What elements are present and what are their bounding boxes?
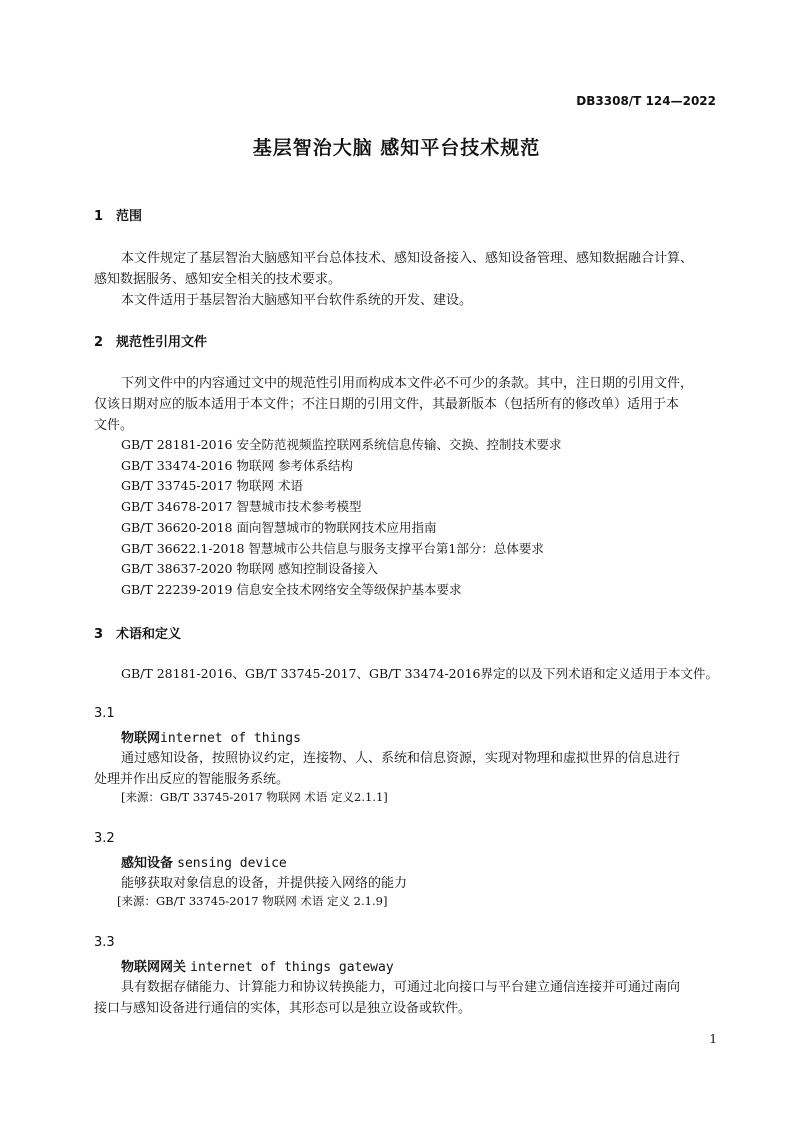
references-intro-line: 文件。: [94, 418, 134, 433]
section-number: 1: [94, 209, 104, 224]
document-number: DB3308/T 124—2022: [576, 94, 716, 108]
document-title: 基层智治大脑 感知平台技术规范: [252, 137, 541, 159]
reference-item: GB/T 36622.1-2018 智慧城市公共信息与服务支撑平台第1部分：总体要求: [121, 541, 544, 556]
term-heading: [121, 852, 287, 871]
term-english: internet of things: [160, 731, 301, 746]
term-chinese: 物联网: [121, 731, 161, 746]
scope-paragraph-line: 本文件规定了基层智治大脑感知平台总体技术、感知设备接入、感知设备管理、感知数据融合计算、: [121, 251, 694, 266]
term-english: internet of things gateway: [190, 960, 394, 975]
term-chinese: 物联网网关: [121, 960, 187, 975]
section-title: 规范性引用文件: [116, 335, 208, 350]
references-intro-line: 下列文件中的内容通过文中的规范性引用而构成本文件必不可少的条款。其中，注日期的引用文件，: [121, 376, 694, 391]
terms-intro: GB/T 28181-2016、GB/T 33745-2017、GB/T 33474-2016界定的以及下列术语和定义适用于本文件。: [121, 666, 718, 681]
term-english: sensing device: [177, 856, 287, 871]
term-definition-line: 具有数据存储能力、计算能力和协议转换能力，可通过北向接口与平台建立通信连接并可通过南向: [121, 980, 681, 995]
term-heading: [121, 727, 301, 746]
references-intro-line: 仅该日期对应的版本适用于本文件；不注日期的引用文件，其最新版本（包括所有的修改单）适用于本: [94, 397, 680, 412]
section-1-heading: [94, 205, 142, 224]
reference-item: GB/T 33474-2016 物联网 参考体系结构: [121, 458, 353, 473]
term-source: [来源：GB/T 33745-2017 物联网 术语 定义2.1.1]: [121, 790, 388, 804]
scope-paragraph: 本文件适用于基层智治大脑感知平台软件系统的开发、建设。: [121, 293, 473, 308]
section-number: 2: [94, 335, 104, 350]
reference-item: GB/T 36620-2018 面向智慧城市的物联网技术应用指南: [121, 520, 437, 535]
section-title: 术语和定义: [116, 627, 182, 642]
term-source: [来源：GB/T 33745-2017 物联网 术语 定义 2.1.9]: [117, 894, 388, 908]
term-definition-line: 处理并作出反应的智能服务系统。: [94, 772, 290, 787]
term-chinese: 感知设备: [121, 856, 174, 871]
reference-item: GB/T 28181-2016 安全防范视频监控联网系统信息传输、交换、控制技术要求: [121, 437, 562, 452]
reference-item: GB/T 38637-2020 物联网 感知控制设备接入: [121, 561, 378, 576]
term-number: 3.1: [94, 706, 115, 721]
term-definition-line: 通过感知设备，按照协议约定，连接物、人、系统和信息资源，实现对物理和虚拟世界的信息进行: [121, 751, 681, 766]
scope-paragraph-line: 感知数据服务、感知安全相关的技术要求。: [94, 272, 342, 287]
reference-item: GB/T 33745-2017 物联网 术语: [121, 478, 303, 493]
term-definition-line: 能够获取对象信息的设备，并提供接入网络的能力: [121, 876, 408, 891]
section-2-heading: [94, 331, 207, 350]
page-number: 1: [709, 1032, 717, 1046]
term-number: 3.3: [94, 935, 115, 950]
term-number: 3.2: [94, 831, 115, 846]
term-definition-line: 接口与感知设备进行通信的实体，其形态可以是独立设备或软件。: [94, 1001, 472, 1016]
section-3-heading: [94, 623, 181, 642]
term-heading: [121, 956, 394, 975]
reference-item: GB/T 22239-2019 信息安全技术网络安全等级保护基本要求: [121, 582, 462, 597]
section-title: 范围: [116, 209, 143, 224]
reference-item: GB/T 34678-2017 智慧城市技术参考模型: [121, 499, 362, 514]
section-number: 3: [94, 627, 104, 642]
